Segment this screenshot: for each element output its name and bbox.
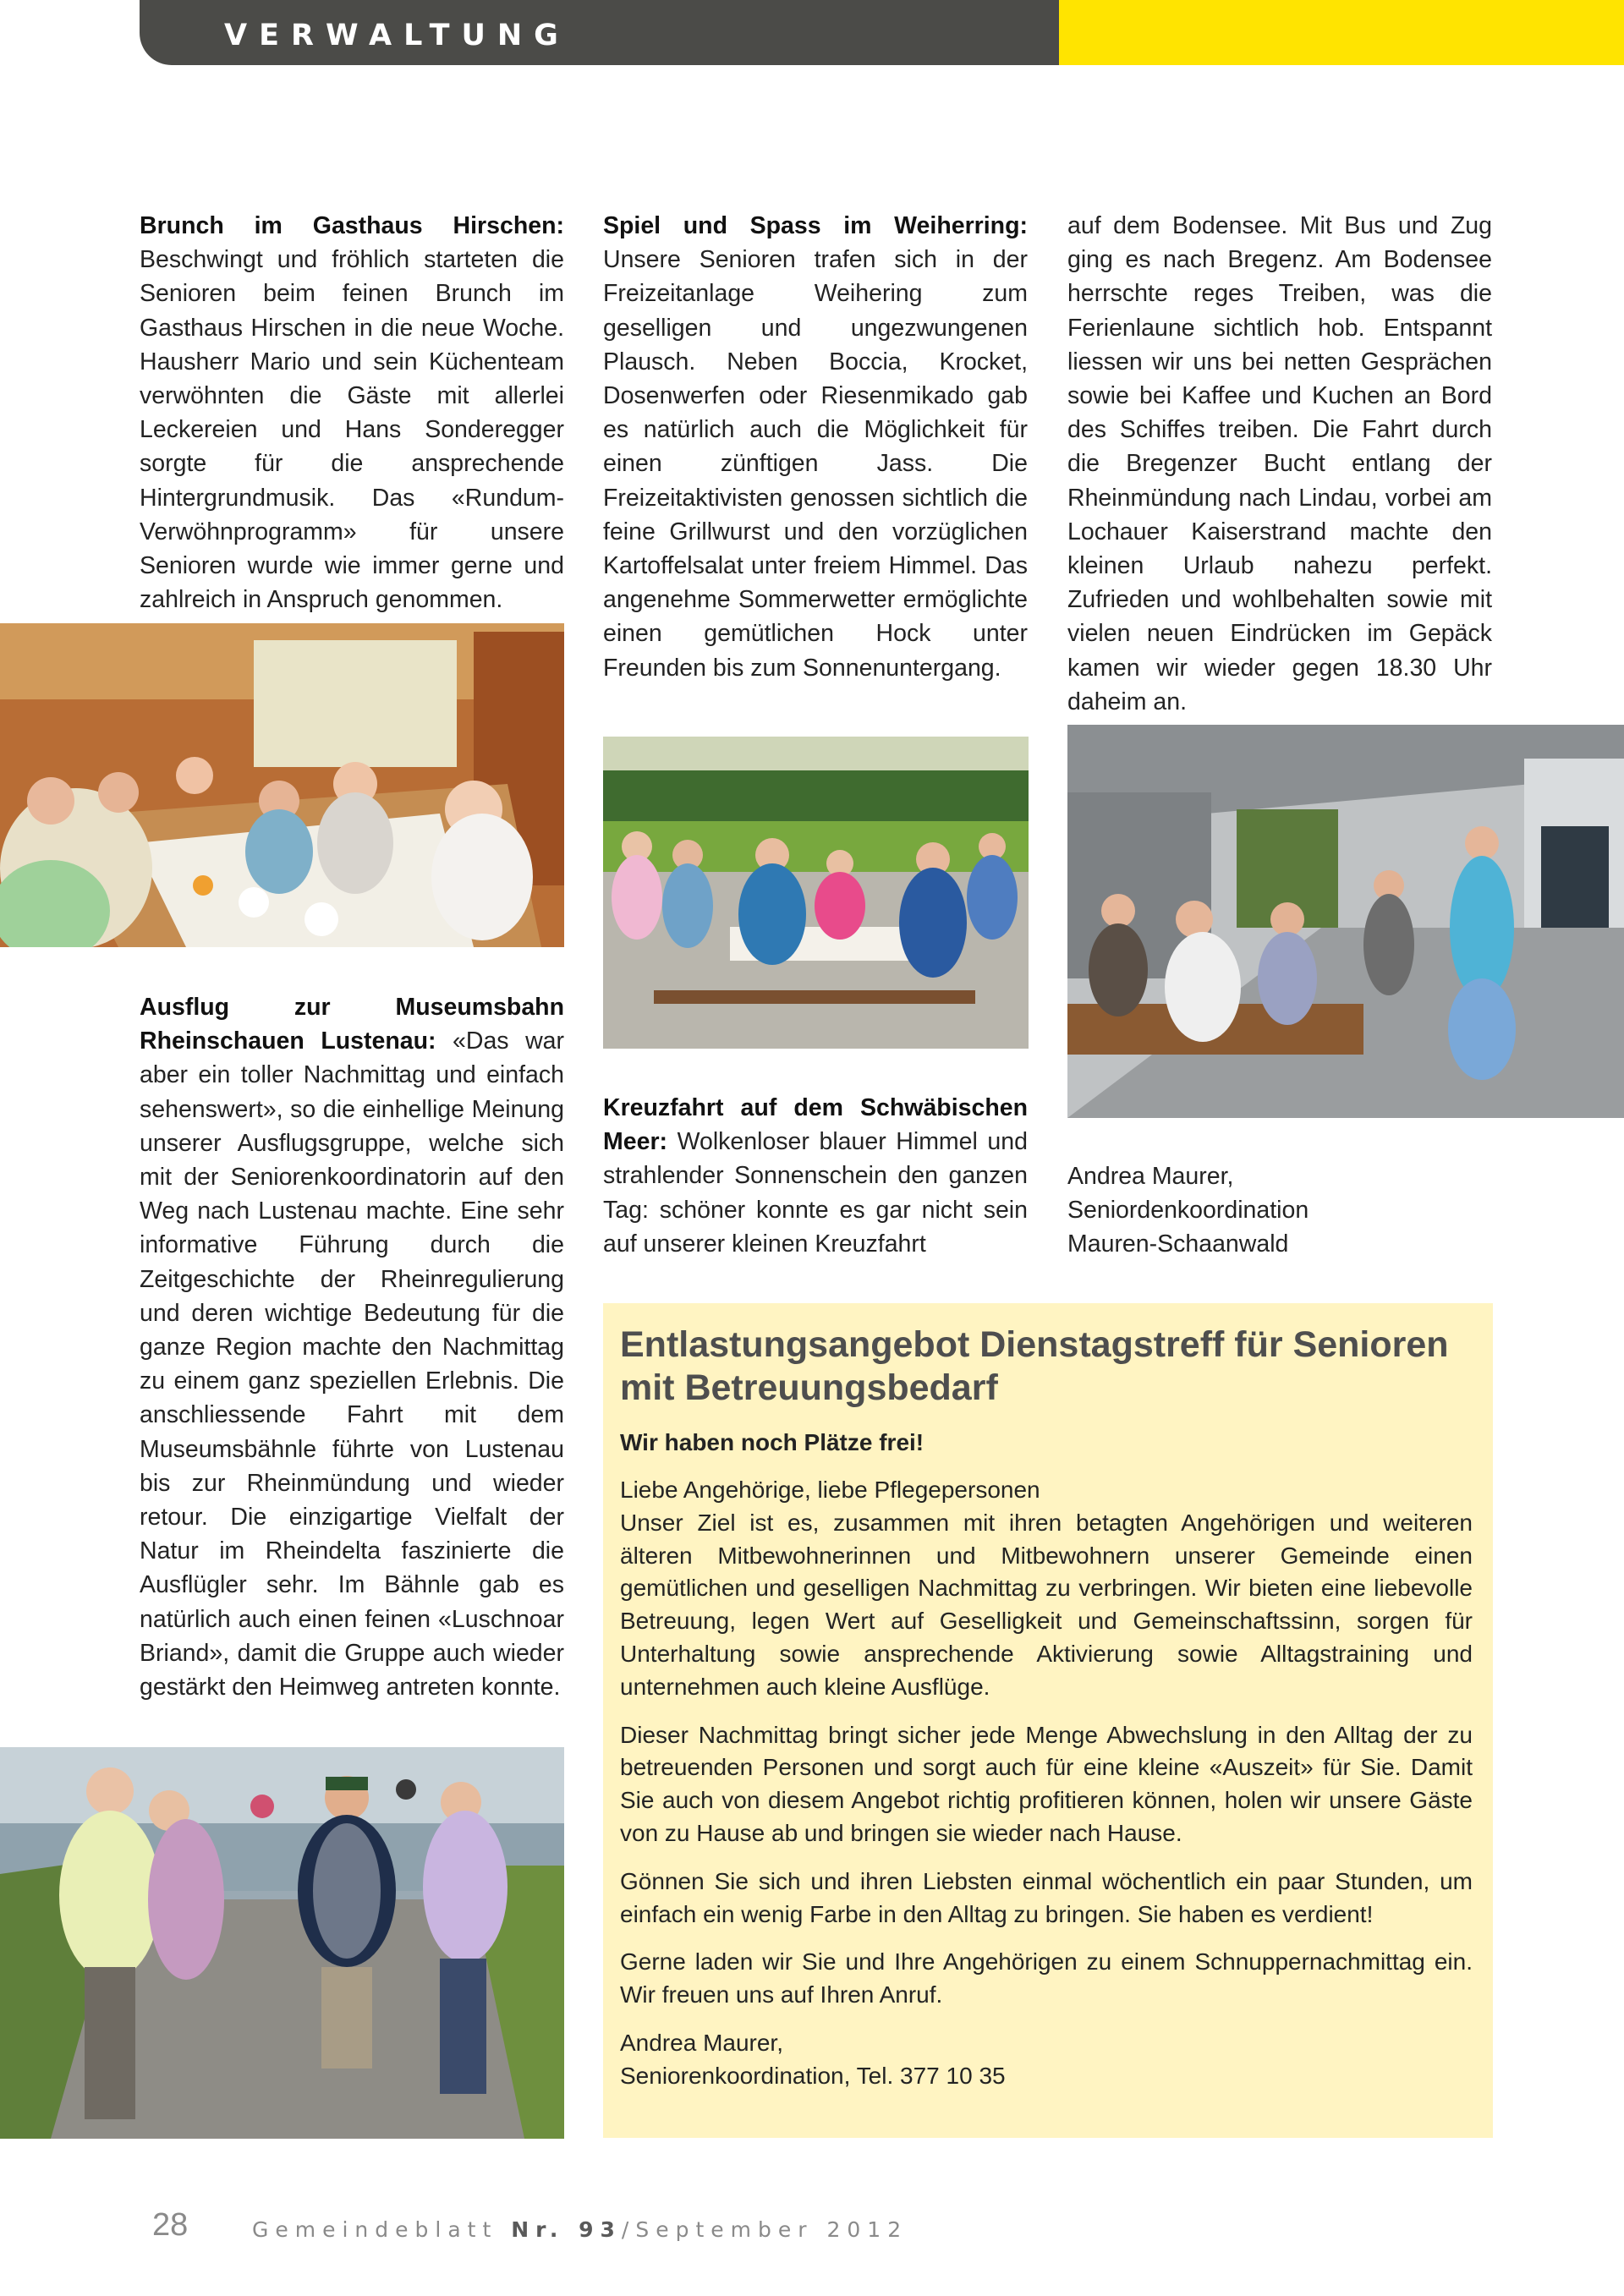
section-title: VERWALTUNG — [224, 19, 570, 52]
article-title: Spiel und Spass im Weiherring: — [603, 212, 1028, 239]
info-box — [603, 1303, 1493, 2138]
signature-place: Mauren-Schaanwald — [1067, 1230, 1289, 1258]
article-title: Kreuzfahrt auf dem Schwäbischen Meer: — [603, 1094, 1028, 1156]
photo-brunch — [0, 623, 564, 947]
info-box-sign-role: Seniorenkoordination, Tel. 377 10 35 — [620, 2062, 1006, 2089]
signature — [1067, 1159, 1490, 1261]
article-bodensee — [1067, 209, 1492, 719]
signature-role: Seniordenkoordination — [1067, 1197, 1309, 1224]
article-title: Ausflug zur Museumsbahn Rheinschauen Lustenau: — [140, 994, 564, 1055]
article-body: Wolkenloser blauer Himmel und strahlender Sonnenschein den ganzen Tag: schöner konnte es gar nicht sein auf unserer kleinen Kreuzfahrt — [603, 1128, 1028, 1258]
article-spiel — [603, 209, 1028, 685]
info-box-greeting: Liebe Angehörige, liebe Pflegepersonen — [620, 1477, 1040, 1503]
info-box-subhead: Wir haben noch Plätze frei! — [620, 1429, 924, 1455]
page-number: 28 — [152, 2207, 189, 2243]
issue-date: /September 2012 — [621, 2217, 908, 2242]
info-box-paragraph: Dieser Nachmittag bringt sicher jede Menge Abwechslung in den Alltag der zu betreuenden Personen und sorgt auch für eine kleine «Auszeit» für Sie. Damit Sie auch von diesem Angebot richtig profitieren können, holen wir unsere Gäste von zu Hause ab und bringen sie wieder nach Hause. — [620, 1721, 1473, 1846]
photo-weiherring — [603, 737, 1029, 1049]
article-body: Beschwingt und fröhlich starteten die Senioren beim feinen Brunch im Gasthaus Hirschen in die neue Woche. Hausherr Mario und sein Küchenteam verwöhnten die Gäste mit allerlei Leckereien und Hans Sonderegger sorgte für die ansprechende Hintergrundmusik. Das «Rundum-Verwöhnprogramm» für unsere Senioren wurde wie immer gerne und zahlreich in Anspruch genommen. — [140, 246, 564, 614]
article-kreuzfahrt — [603, 1091, 1028, 1261]
info-box-paragraph: Gerne laden wir Sie und Ihre Angehörigen zu einem Schnuppernachmittag ein. Wir freuen uns auf Ihren Anruf. — [620, 1948, 1473, 2008]
photo-station — [1067, 725, 1624, 1118]
article-body: «Das war aber ein toller Nachmittag und einfach sehenswert», so die einhellige Meinung unserer Ausflugsgruppe, welche sich mit der Seniorenkoordinatorin auf den Weg nach Lustenau machte. Eine sehr informative Führung durch die Zeitgeschichte der Rheinregulierung und deren wichtige Bedeutung für die ganze Region machte den Nachmittag zu einem ganz speziellen Erlebnis. Die anschliessende Fahrt mit dem Museumsbähnle führte von Lustenau bis zur Rheinmündung und wieder retour. Die einzigartige Vielfalt der Natur im Rheindelta faszinierte die Ausflügler sehr. Im Bähnle gab es natürlich auch einen feinen «Luschnoar Briand», damit die Gruppe auch wieder gestärkt den Heimweg antreten konnte. — [140, 1027, 565, 1701]
photo-walking-group — [0, 1747, 564, 2139]
article-brunch — [140, 209, 564, 616]
info-box-title: Entlastungsangebot Dienstagstreff für Senioren mit Betreuungsbedarf — [620, 1324, 1449, 1408]
article-body: auf dem Bodensee. Mit Bus und Zug ging es nach Bregenz. Am Bodensee herrschte reges Treiben, was die Ferienlaune sichtlich hob. Entspannt liessen wir uns bei netten Gesprächen sowie bei Kaffee und Kuchen an Bord des Schiffes treiben. Die Fahrt durch die Bregenzer Bucht entlang der Rheinmündung nach Lindau, vorbei am Lochauer Kaiserstrand machte den kleinen Urlaub nahezu perfekt. Zufrieden und wohlbehalten sowie mit vielen neuen Eindrücken im Gepäck kamen wir wieder gegen 18.30 Uhr daheim an. — [1067, 212, 1492, 715]
publication-name: Gemeindeblatt — [252, 2217, 498, 2242]
article-ausflug — [140, 990, 564, 1704]
info-box-paragraph: Unser Ziel ist es, zusammen mit ihren betagten Angehörigen und weiteren älteren Mitbewohnerinnen und Mitbewohnern unserer Gemeinde einen gemütlichen und geselligen Nachmittag zu verbringen. Wir bieten eine liebevolle Betreuung, legen Wert auf Geselligkeit und Gemeinschaftssinn, sorgen für Unterhaltung sowie ansprechende Aktivierung sowie Alltagstraining und unternehmen auch kleine Ausflüge. — [620, 1509, 1473, 1700]
info-box-paragraph: Gönnen Sie sich und ihren Liebsten einmal wöchentlich ein paar Stunden, um einfach ein wenig Farbe in den Alltag zu bringen. Sie haben es verdient! — [620, 1867, 1473, 1927]
article-body: Unsere Senioren trafen sich in der Freizeitanlage Weihering zum geselligen und ungezwungenen Plausch. Neben Boccia, Krocket, Dosenwerfen oder Riesenmikado gab es natürlich auch die Möglichkeit für einen zünftigen Jass. Die Freizeitaktivisten genossen sichtlich die feine Grillwurst und den vorzüglichen Kartoffelsalat unter freiem Himmel. Das angenehme Sommerwetter ermöglichte einen gemütlichen Hock unter Freunden bis zum Sonnenuntergang. — [603, 246, 1028, 682]
footer-publication — [252, 2217, 908, 2242]
signature-name: Andrea Maurer, — [1067, 1163, 1234, 1190]
info-box-sign-name: Andrea Maurer, — [620, 2029, 783, 2056]
article-title: Brunch im Gasthaus Hirschen: — [140, 212, 564, 239]
issue-number: Nr. 93 — [511, 2217, 622, 2242]
header-accent — [1059, 0, 1624, 65]
